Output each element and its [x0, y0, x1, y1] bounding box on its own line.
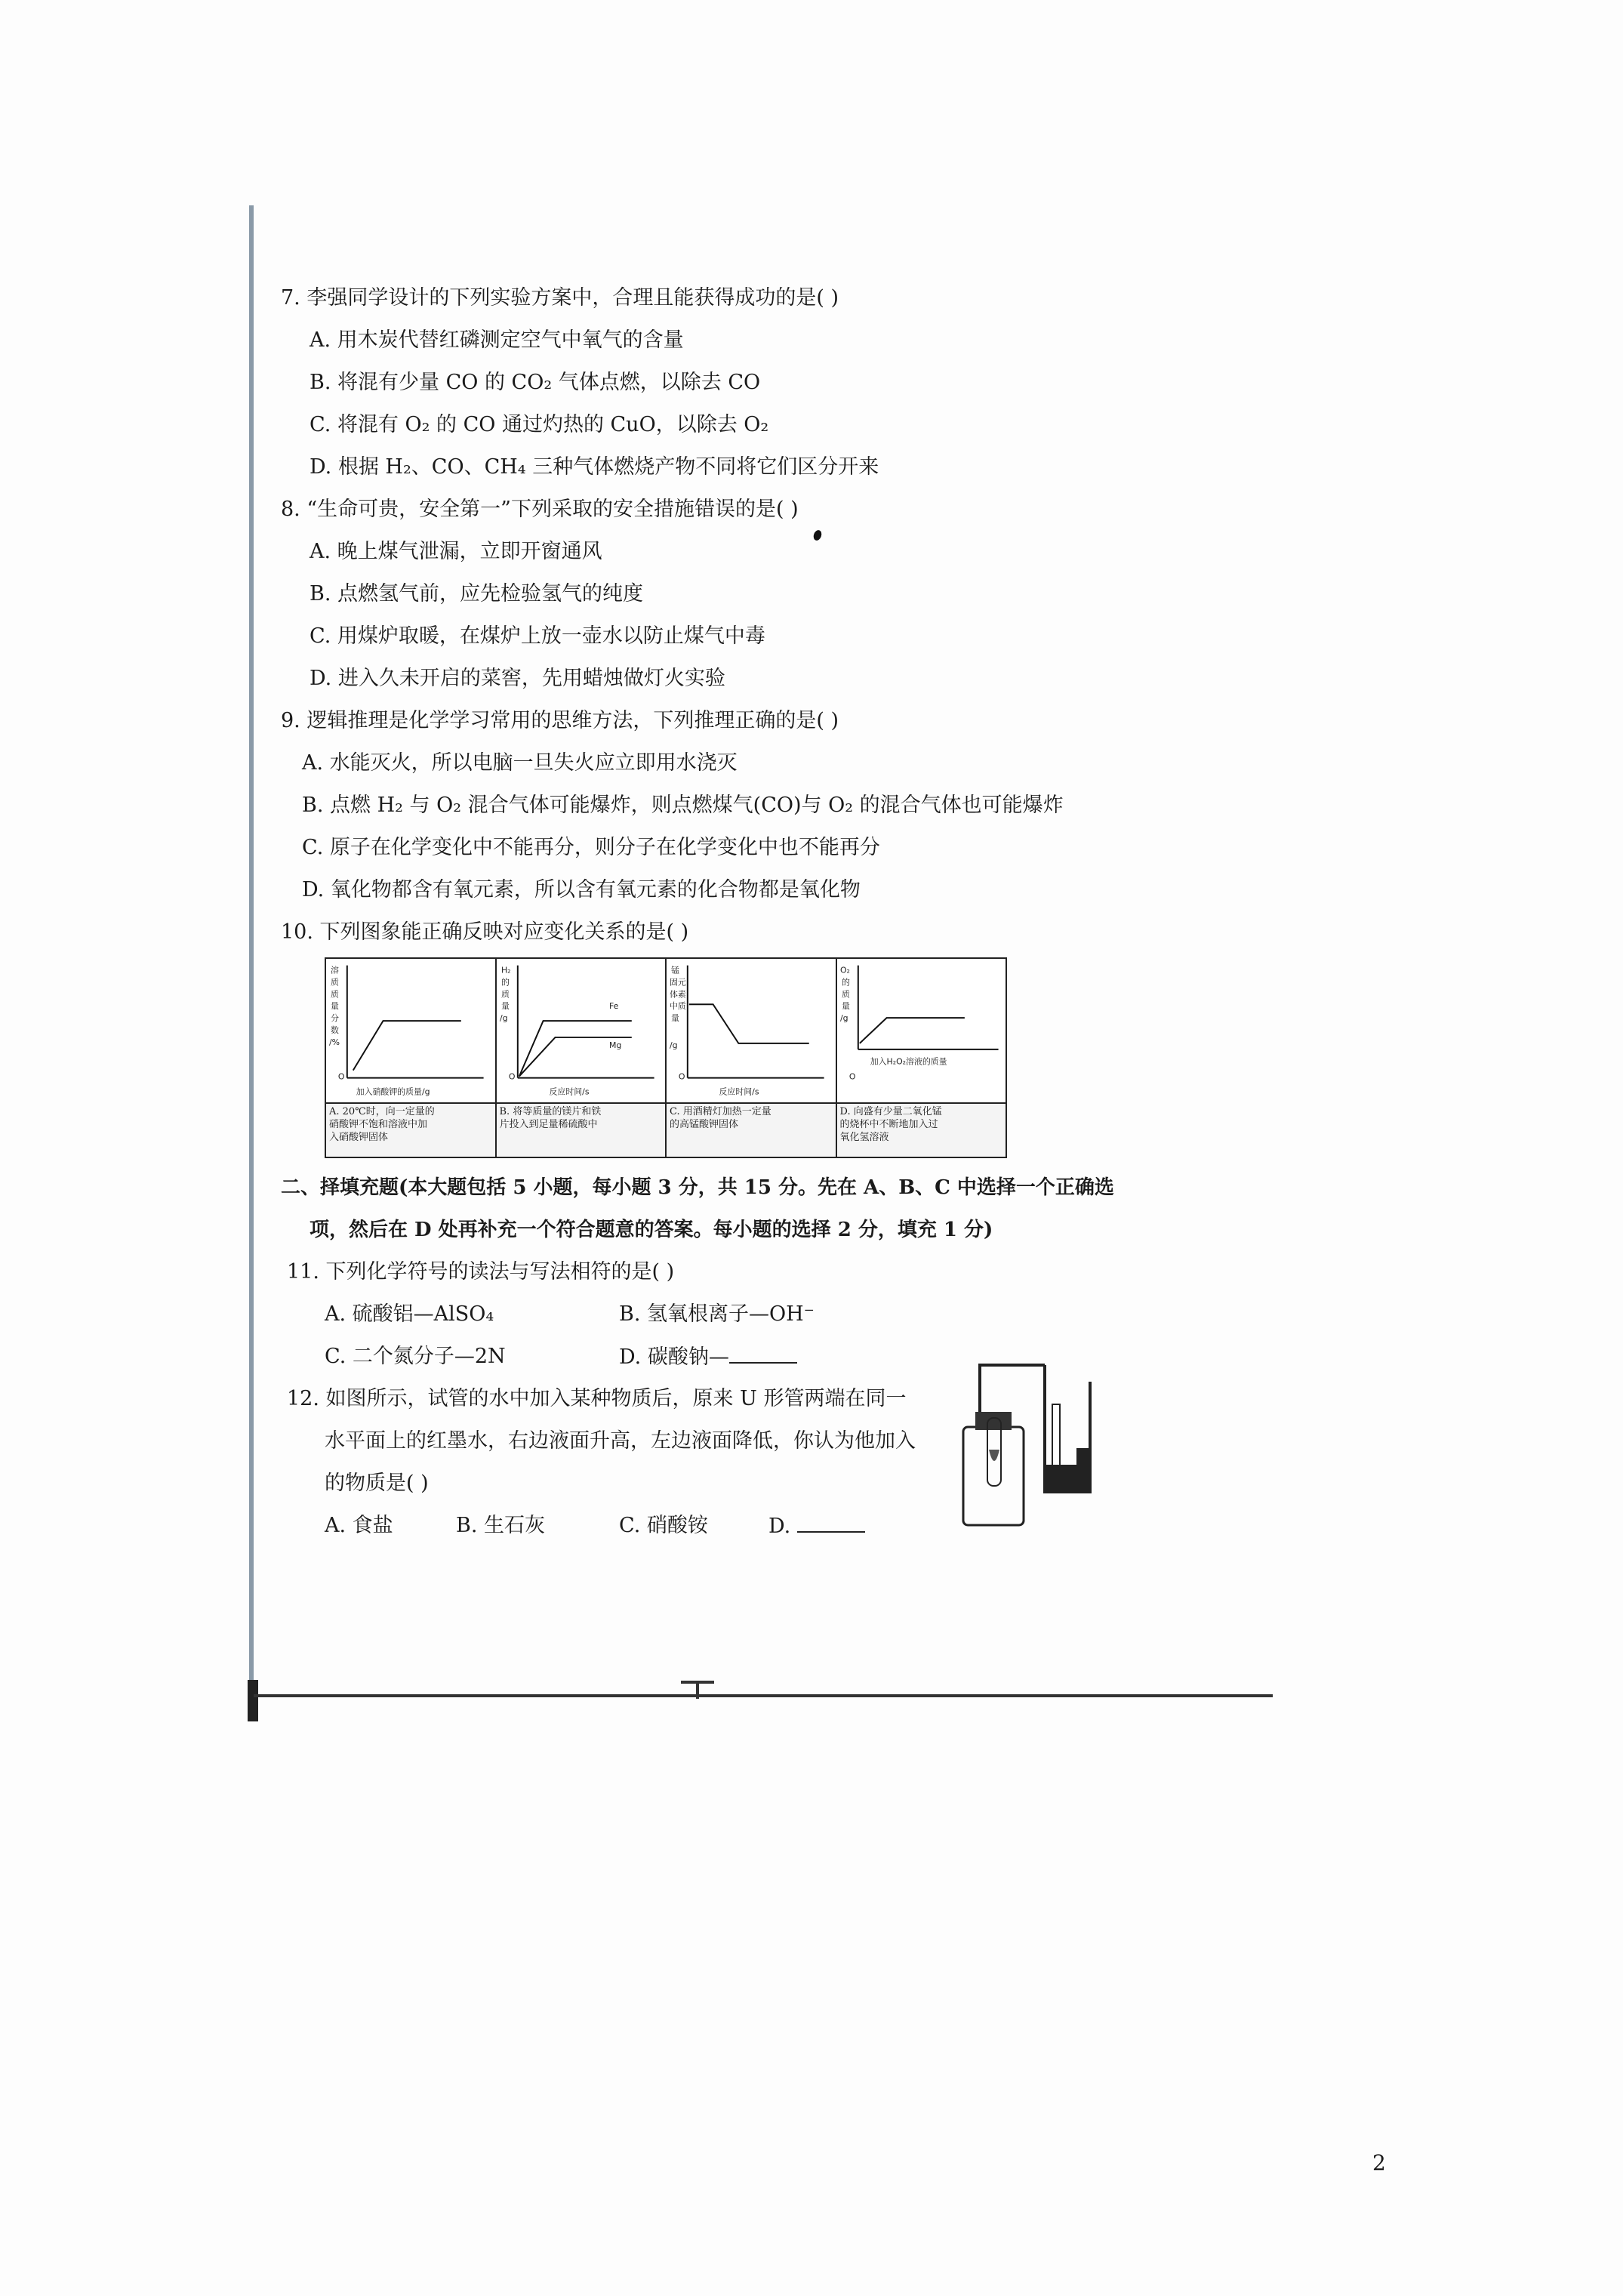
page-number: 2	[1372, 2150, 1386, 2175]
graph-b-series-mg: Mg	[608, 1040, 621, 1050]
q11-answer-blank	[729, 1344, 797, 1364]
flask-stopper	[975, 1412, 1012, 1430]
q7-option-d: D. 根据 H₂、CO、CH₄ 三种气体燃烧产物不同将它们区分开来	[310, 455, 879, 479]
graph-a-xlabel: 加入硝酸钾的质量/g	[356, 1086, 430, 1097]
graph-a-caption	[326, 1102, 495, 1157]
graph-a-plot	[326, 959, 495, 1102]
graph-b-ylabel-2: 质	[500, 989, 510, 1000]
graph-d-caption	[837, 1102, 1006, 1157]
graph-d-curve	[859, 1018, 964, 1043]
q8-option-c: C. 用煤炉取暖，在煤炉上放一壶水以防止煤气中毒	[310, 624, 765, 648]
graph-c-plot	[667, 959, 836, 1102]
left-margin-mark	[248, 1680, 258, 1721]
graph-b-caption	[497, 1102, 666, 1157]
u-tube-apparatus-figure	[957, 1359, 1108, 1533]
left-margin-rule	[249, 205, 254, 1708]
graph-a-ylabel-6: /%	[328, 1037, 340, 1047]
graph-d-origin: O	[848, 1071, 855, 1082]
q10-graph-strip	[325, 957, 1007, 1158]
q12-answer-blank	[797, 1513, 865, 1533]
ink-spot	[812, 529, 823, 542]
q10-stem: 10. 下列图象能正确反映对应变化关系的是( )	[281, 920, 689, 944]
graph-b-xlabel: 反应时间/s	[549, 1086, 590, 1097]
graph-d-caption-line2: 的烧杯中不断地加入过	[839, 1119, 938, 1130]
graph-a-caption-line2: 硝酸钾不饱和溶液中加	[329, 1119, 428, 1130]
q9-option-b: B. 点燃 H₂ 与 O₂ 混合气体可能爆炸，则点燃煤气(CO)与 O₂ 的混合气体也可能爆炸	[302, 794, 1064, 817]
graph-b-ylabel-1: 的	[500, 977, 510, 988]
q10-graph-d	[837, 959, 1006, 1157]
graph-b-plot	[497, 959, 666, 1102]
graph-c-caption-line1: C. 用酒精灯加热一定量	[670, 1106, 771, 1117]
graph-c-curve	[689, 1004, 809, 1043]
q9-stem: 9. 逻辑推理是化学学习常用的思维方法，下列推理正确的是( )	[281, 709, 839, 732]
q11-option-b: B. 氢氧根离子—OH⁻	[619, 1302, 815, 1326]
graph-c-ylabel-3: 中质	[669, 1001, 686, 1012]
graph-c-caption-line2: 的高锰酸钾固体	[670, 1119, 739, 1130]
graph-a-curve	[353, 1021, 461, 1071]
graph-d-ylabel-0: O₂	[839, 965, 850, 975]
graph-c-ylabel-0: 锰	[670, 965, 679, 975]
graph-a-ylabel-0: 溶	[330, 965, 339, 975]
graph-c-ylabel-4: 量	[670, 1013, 679, 1024]
graph-b-series-fe: Fe	[608, 1001, 618, 1012]
graph-d-xlabel: 加入H₂O₂溶液的质量	[870, 1056, 947, 1067]
q11-option-a: A. 硫酸铝—AlSO₄	[325, 1302, 494, 1326]
graph-d-plot	[837, 959, 1006, 1102]
q12-line3: 的物质是( )	[325, 1472, 429, 1495]
q10-graph-c	[667, 959, 837, 1157]
q8-option-d: D. 进入久未开启的菜窖，先用蜡烛做灯火实验	[310, 667, 725, 690]
graph-d-ylabel-1: 的	[841, 977, 850, 988]
q12-option-b: B. 生石灰	[456, 1514, 546, 1537]
graph-d-ylabel-3: 量	[841, 1001, 850, 1012]
q7-option-c: C. 将混有 O₂ 的 CO 通过灼热的 CuO，以除去 O₂	[310, 413, 769, 436]
graph-b-caption-line2: 片投入到足量稀硫酸中	[499, 1119, 598, 1130]
graph-b-ylabel-3: 量	[500, 1001, 510, 1012]
q10-graph-b	[497, 959, 667, 1157]
graph-a-origin: O	[337, 1071, 345, 1082]
q12-option-c: C. 硝酸铵	[619, 1514, 708, 1537]
test-tube-liquid	[989, 1450, 999, 1461]
graph-a-ylabel-1: 质	[330, 977, 339, 988]
q7-stem: 7. 李强同学设计的下列实验方案中，合理且能获得成功的是( )	[281, 286, 839, 310]
q7-option-b: B. 将混有少量 CO 的 CO₂ 气体点燃，以除去 CO	[310, 371, 761, 394]
q9-option-a: A. 水能灭火，所以电脑一旦失火应立即用水浇灭	[302, 751, 738, 775]
graph-d-caption-line1: D. 向盛有少量二氧化锰	[839, 1106, 942, 1117]
graph-a-caption-line1: A. 20℃时，向一定量的	[329, 1106, 435, 1117]
graph-a-ylabel-4: 分	[330, 1013, 339, 1024]
graph-d-ylabel-4: /g	[839, 1013, 848, 1024]
graph-b-ylabel-0: H₂	[500, 965, 511, 975]
graph-c-caption	[667, 1102, 836, 1157]
q12-line2: 水平面上的红墨水，右边液面升高，左边液面降低，你认为他加入	[325, 1429, 916, 1453]
q12-option-a: A. 食盐	[325, 1514, 393, 1537]
q12-option-d-label: D.	[768, 1515, 791, 1538]
flask-body	[963, 1427, 1024, 1525]
q10-graph-a	[326, 959, 497, 1157]
graph-c-xlabel: 反应时间/s	[719, 1086, 759, 1097]
q12-line1: 12. 如图所示，试管的水中加入某种物质后，原来 U 形管两端在同一	[287, 1387, 907, 1410]
q7-option-a: A. 用木炭代替红磷测定空气中氧气的含量	[310, 328, 684, 352]
section2-heading-line1: 二、择填充题(本大题包括 5 小题，每小题 3 分，共 15 分。先在 A、B、C 中选择一个正确选	[281, 1176, 1114, 1199]
q9-option-d: D. 氧化物都含有氧元素，所以含有氧元素的化合物都是氧化物	[302, 878, 861, 901]
q11-stem: 11. 下列化学符号的读法与写法相符的是( )	[287, 1260, 675, 1284]
q11-option-d-label: D. 碳酸钠—	[619, 1345, 729, 1369]
q9-option-c: C. 原子在化学变化中不能再分，则分子在化学变化中也不能再分	[302, 836, 880, 859]
graph-a-ylabel-3: 量	[330, 1001, 339, 1012]
bottom-center-mark-stem	[696, 1681, 699, 1699]
q11-option-c: C. 二个氮分子—2N	[325, 1345, 506, 1368]
u-tube-liquid-right	[1076, 1448, 1089, 1466]
graph-b-ylabel-4: /g	[499, 1013, 508, 1024]
graph-d-ylabel-2: 质	[841, 989, 850, 1000]
q8-option-b: B. 点燃氢气前，应先检验氢气的纯度	[310, 582, 644, 606]
q12-option-d	[768, 1513, 865, 1539]
q8-option-a: A. 晚上煤气泄漏，立即开窗通风	[310, 540, 602, 563]
graph-a-ylabel-5: 数	[330, 1025, 339, 1035]
q8-stem: 8. “生命可贵，安全第一”下列采取的安全措施错误的是( )	[281, 498, 799, 521]
bottom-rule	[254, 1694, 1273, 1697]
graph-a-ylabel-2: 质	[330, 989, 339, 1000]
graph-c-ylabel-1: 固元	[669, 977, 686, 988]
graph-a-caption-line3: 入硝酸钾固体	[329, 1132, 389, 1143]
graph-d-caption-line3: 氧化氢溶液	[839, 1132, 889, 1143]
q11-option-d	[619, 1344, 797, 1370]
graph-b-caption-line1: B. 将等质量的镁片和铁	[499, 1106, 602, 1117]
section2-heading-line2: 项，然后在 D 处再补充一个符合题意的答案。每小题的选择 2 分，填充 1 分)	[310, 1219, 993, 1241]
graph-c-origin: O	[678, 1071, 685, 1082]
graph-c-ylabel-2: 体素	[669, 989, 686, 1000]
graph-b-origin: O	[508, 1071, 515, 1082]
graph-c-ylabel-5: /g	[669, 1040, 678, 1050]
